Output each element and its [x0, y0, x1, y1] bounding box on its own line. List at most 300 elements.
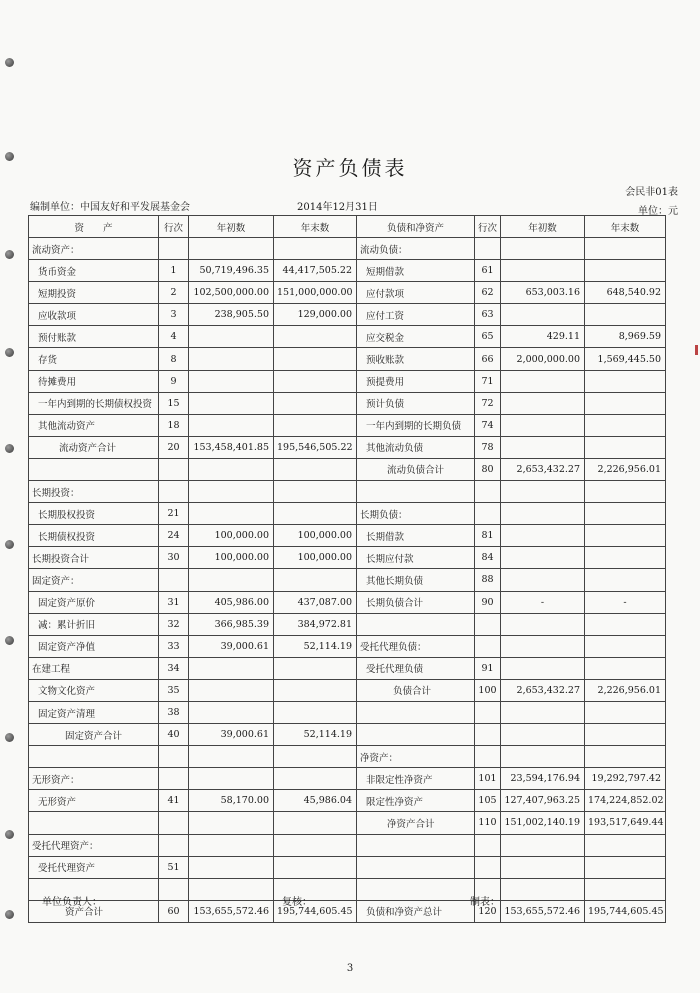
liability-line: 65	[475, 326, 501, 348]
liability-line	[475, 613, 501, 635]
table-row	[29, 834, 666, 856]
binder-hole	[5, 733, 14, 742]
asset-name: 受托代理资产：	[29, 834, 159, 856]
asset-end	[274, 569, 357, 591]
asset-name: 其他流动资产	[29, 414, 159, 436]
asset-end	[274, 348, 357, 370]
table-row	[29, 724, 666, 746]
liability-end	[585, 613, 666, 635]
asset-begin: 39,000.61	[189, 724, 274, 746]
asset-end	[274, 458, 357, 480]
liability-name	[357, 724, 475, 746]
asset-line	[159, 238, 189, 260]
liability-begin	[501, 724, 585, 746]
binder-hole	[5, 540, 14, 549]
asset-line: 9	[159, 370, 189, 392]
liability-end	[585, 657, 666, 679]
liability-name: 应交税金	[357, 326, 475, 348]
liability-end	[585, 746, 666, 768]
liability-begin: -	[501, 591, 585, 613]
liability-line: 72	[475, 392, 501, 414]
asset-begin	[189, 569, 274, 591]
liability-end: 8,969.59	[585, 326, 666, 348]
asset-name: 预付账款	[29, 326, 159, 348]
liability-line	[475, 238, 501, 260]
table-row	[29, 370, 666, 392]
asset-line: 41	[159, 790, 189, 812]
asset-name: 流动资产合计	[29, 436, 159, 458]
asset-end: 129,000.00	[274, 304, 357, 326]
asset-line: 2	[159, 282, 189, 304]
asset-name: 短期投资	[29, 282, 159, 304]
asset-line: 34	[159, 657, 189, 679]
liability-end	[585, 370, 666, 392]
liability-line: 63	[475, 304, 501, 326]
asset-name: 流动资产：	[29, 238, 159, 260]
liability-line: 84	[475, 547, 501, 569]
asset-end: 52,114.19	[274, 635, 357, 657]
table-row	[29, 613, 666, 635]
asset-end	[274, 812, 357, 834]
liability-line	[475, 834, 501, 856]
header-end-2: 年末数	[585, 216, 666, 238]
table-row	[29, 282, 666, 304]
binder-hole	[5, 348, 14, 357]
asset-line: 38	[159, 701, 189, 723]
liability-name: 应付款项	[357, 282, 475, 304]
asset-name: 长期投资合计	[29, 547, 159, 569]
liability-end	[585, 724, 666, 746]
asset-end: 195,744,605.45	[274, 900, 357, 922]
asset-name: 固定资产：	[29, 569, 159, 591]
asset-line: 18	[159, 414, 189, 436]
binder-hole	[5, 910, 14, 919]
table-row	[29, 414, 666, 436]
liability-end: 19,292,797.42	[585, 768, 666, 790]
liability-begin: 23,594,176.94	[501, 768, 585, 790]
asset-line: 32	[159, 613, 189, 635]
asset-line	[159, 834, 189, 856]
table-row	[29, 547, 666, 569]
page-number: 3	[346, 963, 354, 974]
asset-name: 减：累计折旧	[29, 613, 159, 635]
table-row	[29, 326, 666, 348]
asset-line: 15	[159, 392, 189, 414]
table-row	[29, 436, 666, 458]
asset-name: 长期投资：	[29, 481, 159, 503]
liability-end	[585, 436, 666, 458]
liability-end	[585, 238, 666, 260]
table-row	[29, 525, 666, 547]
liability-end	[585, 260, 666, 282]
asset-end: 384,972.81	[274, 613, 357, 635]
liability-end	[585, 392, 666, 414]
liability-name: 预提费用	[357, 370, 475, 392]
table-row	[29, 591, 666, 613]
liability-end	[585, 856, 666, 878]
header-begin: 年初数	[189, 216, 274, 238]
asset-line	[159, 768, 189, 790]
asset-line: 20	[159, 436, 189, 458]
binder-hole	[5, 58, 14, 67]
binder-hole	[5, 636, 14, 645]
liability-end	[585, 701, 666, 723]
table-row	[29, 812, 666, 834]
report-date: 2014年12月31日	[297, 202, 378, 213]
liability-name: 限定性净资产	[357, 790, 475, 812]
table-row	[29, 635, 666, 657]
liability-name: 长期负债：	[357, 503, 475, 525]
footer-review: 复核：	[282, 897, 312, 908]
asset-line	[159, 746, 189, 768]
liability-name: 长期借款	[357, 525, 475, 547]
liability-name: 负债和净资产总计	[357, 900, 475, 922]
asset-line: 51	[159, 856, 189, 878]
asset-begin	[189, 657, 274, 679]
asset-begin	[189, 503, 274, 525]
liability-line: 71	[475, 370, 501, 392]
asset-end: 151,000,000.00	[274, 282, 357, 304]
table-row	[29, 458, 666, 480]
liability-line: 120	[475, 900, 501, 922]
form-code: 会民非01表	[625, 187, 678, 198]
liability-name	[357, 481, 475, 503]
table-row	[29, 260, 666, 282]
currency-unit: 单位：元	[638, 206, 678, 217]
balance-sheet-table	[28, 215, 666, 923]
liability-begin: 2,000,000.00	[501, 348, 585, 370]
liability-line: 74	[475, 414, 501, 436]
asset-line: 1	[159, 260, 189, 282]
liability-begin	[501, 746, 585, 768]
liability-begin	[501, 547, 585, 569]
asset-line	[159, 812, 189, 834]
asset-name: 货币资金	[29, 260, 159, 282]
asset-begin	[189, 458, 274, 480]
liability-name: 预收账款	[357, 348, 475, 370]
asset-begin	[189, 746, 274, 768]
liability-begin	[501, 834, 585, 856]
liability-begin	[501, 238, 585, 260]
asset-end	[274, 414, 357, 436]
liability-end	[585, 525, 666, 547]
liability-line	[475, 701, 501, 723]
table-row	[29, 900, 666, 922]
asset-end	[274, 768, 357, 790]
page-edge-mark	[695, 345, 698, 355]
liability-name: 长期应付款	[357, 547, 475, 569]
table-header-row	[29, 216, 666, 238]
liability-begin	[501, 635, 585, 657]
table-row	[29, 856, 666, 878]
liability-line: 81	[475, 525, 501, 547]
asset-end	[274, 481, 357, 503]
asset-begin	[189, 348, 274, 370]
liability-end	[585, 547, 666, 569]
asset-line: 3	[159, 304, 189, 326]
asset-end	[274, 746, 357, 768]
liability-begin: 153,655,572.46	[501, 900, 585, 922]
table-row	[29, 238, 666, 260]
asset-begin: 366,985.39	[189, 613, 274, 635]
asset-end: 52,114.19	[274, 724, 357, 746]
asset-begin	[189, 701, 274, 723]
asset-name: 固定资产原价	[29, 591, 159, 613]
organization-label: 编制单位：中国友好和平发展基金会	[30, 202, 190, 213]
header-line-2: 行次	[475, 216, 501, 238]
header-end: 年末数	[274, 216, 357, 238]
liability-name: 其他流动负债	[357, 436, 475, 458]
liability-line: 88	[475, 569, 501, 591]
asset-end: 100,000.00	[274, 547, 357, 569]
liability-end: 1,569,445.50	[585, 348, 666, 370]
liability-name: 一年内到期的长期负债	[357, 414, 475, 436]
asset-name: 固定资产合计	[29, 724, 159, 746]
liability-end: 2,226,956.01	[585, 458, 666, 480]
asset-begin	[189, 812, 274, 834]
liability-line	[475, 746, 501, 768]
liability-end: 2,226,956.01	[585, 679, 666, 701]
asset-line: 4	[159, 326, 189, 348]
asset-name: 长期债权投资	[29, 525, 159, 547]
asset-end	[274, 701, 357, 723]
table-row	[29, 348, 666, 370]
liability-line: 110	[475, 812, 501, 834]
asset-name: 一年内到期的长期债权投资	[29, 392, 159, 414]
liability-begin: 151,002,140.19	[501, 812, 585, 834]
liability-begin: 127,407,963.25	[501, 790, 585, 812]
liability-begin: 653,003.16	[501, 282, 585, 304]
asset-begin: 238,905.50	[189, 304, 274, 326]
asset-begin: 102,500,000.00	[189, 282, 274, 304]
liability-begin	[501, 414, 585, 436]
liability-line	[475, 724, 501, 746]
liability-line: 80	[475, 458, 501, 480]
asset-line: 21	[159, 503, 189, 525]
asset-end	[274, 370, 357, 392]
asset-name: 待摊费用	[29, 370, 159, 392]
liability-begin	[501, 392, 585, 414]
asset-end: 100,000.00	[274, 525, 357, 547]
liability-end: 648,540.92	[585, 282, 666, 304]
asset-name: 无形资产	[29, 790, 159, 812]
asset-line: 30	[159, 547, 189, 569]
liability-line: 61	[475, 260, 501, 282]
liability-begin	[501, 878, 585, 900]
asset-begin	[189, 878, 274, 900]
liability-begin: 2,653,432.27	[501, 679, 585, 701]
liability-name: 净资产合计	[357, 812, 475, 834]
asset-end: 195,546,505.22	[274, 436, 357, 458]
asset-name	[29, 458, 159, 480]
table-row	[29, 304, 666, 326]
asset-name	[29, 746, 159, 768]
asset-name: 文物文化资产	[29, 679, 159, 701]
liability-name	[357, 856, 475, 878]
liability-line	[475, 856, 501, 878]
table-row	[29, 746, 666, 768]
asset-name: 在建工程	[29, 657, 159, 679]
asset-begin: 153,458,401.85	[189, 436, 274, 458]
document-title: 资产负债表	[292, 156, 408, 180]
table-row	[29, 790, 666, 812]
liability-begin	[501, 701, 585, 723]
asset-begin	[189, 834, 274, 856]
liability-line: 105	[475, 790, 501, 812]
liability-line	[475, 503, 501, 525]
asset-end	[274, 392, 357, 414]
liability-name: 受托代理负债：	[357, 635, 475, 657]
liability-begin	[501, 260, 585, 282]
asset-line	[159, 569, 189, 591]
header-liability: 负债和净资产	[357, 216, 475, 238]
asset-end	[274, 657, 357, 679]
header-asset: 资 产	[29, 216, 159, 238]
liability-end	[585, 834, 666, 856]
liability-line	[475, 481, 501, 503]
asset-begin: 58,170.00	[189, 790, 274, 812]
liability-name: 负债合计	[357, 679, 475, 701]
asset-end: 44,417,505.22	[274, 260, 357, 282]
table-row	[29, 569, 666, 591]
liability-end: 195,744,605.45	[585, 900, 666, 922]
asset-line: 24	[159, 525, 189, 547]
asset-line	[159, 878, 189, 900]
liability-begin	[501, 856, 585, 878]
liability-line: 100	[475, 679, 501, 701]
liability-end	[585, 304, 666, 326]
asset-begin	[189, 326, 274, 348]
liability-begin	[501, 436, 585, 458]
liability-line: 90	[475, 591, 501, 613]
liability-end: 193,517,649.44	[585, 812, 666, 834]
asset-name: 固定资产净值	[29, 635, 159, 657]
table-row	[29, 768, 666, 790]
asset-line: 8	[159, 348, 189, 370]
header-line: 行次	[159, 216, 189, 238]
liability-begin	[501, 481, 585, 503]
asset-begin	[189, 238, 274, 260]
liability-begin	[501, 657, 585, 679]
asset-begin: 405,986.00	[189, 591, 274, 613]
asset-line: 35	[159, 679, 189, 701]
asset-name: 受托代理资产	[29, 856, 159, 878]
header-begin-2: 年初数	[501, 216, 585, 238]
asset-begin	[189, 768, 274, 790]
asset-end	[274, 834, 357, 856]
asset-begin: 50,719,496.35	[189, 260, 274, 282]
asset-begin: 153,655,572.46	[189, 900, 274, 922]
liability-line: 78	[475, 436, 501, 458]
table-row	[29, 503, 666, 525]
asset-begin: 100,000.00	[189, 547, 274, 569]
asset-line: 60	[159, 900, 189, 922]
asset-end	[274, 856, 357, 878]
asset-name	[29, 812, 159, 834]
liability-name: 预计负债	[357, 392, 475, 414]
liability-end	[585, 878, 666, 900]
liability-name: 长期负债合计	[357, 591, 475, 613]
liability-begin	[501, 304, 585, 326]
table-row	[29, 392, 666, 414]
asset-line: 40	[159, 724, 189, 746]
liability-name: 其他长期负债	[357, 569, 475, 591]
asset-line	[159, 458, 189, 480]
binder-hole	[5, 444, 14, 453]
asset-begin: 100,000.00	[189, 525, 274, 547]
liability-name	[357, 701, 475, 723]
asset-begin	[189, 481, 274, 503]
asset-begin: 39,000.61	[189, 635, 274, 657]
liability-name	[357, 878, 475, 900]
liability-name: 流动负债合计	[357, 458, 475, 480]
liability-end	[585, 414, 666, 436]
liability-end	[585, 481, 666, 503]
liability-name: 非限定性净资产	[357, 768, 475, 790]
asset-name: 长期股权投资	[29, 503, 159, 525]
asset-name: 应收款项	[29, 304, 159, 326]
binder-hole	[5, 830, 14, 839]
footer-maker: 制表：	[470, 897, 500, 908]
asset-begin	[189, 370, 274, 392]
liability-name: 应付工资	[357, 304, 475, 326]
asset-begin	[189, 856, 274, 878]
liability-end	[585, 635, 666, 657]
liability-line: 101	[475, 768, 501, 790]
table-row	[29, 657, 666, 679]
liability-line	[475, 635, 501, 657]
liability-name: 流动负债：	[357, 238, 475, 260]
asset-name: 存货	[29, 348, 159, 370]
table-row	[29, 481, 666, 503]
liability-end: -	[585, 591, 666, 613]
liability-begin	[501, 503, 585, 525]
asset-line: 31	[159, 591, 189, 613]
liability-name	[357, 613, 475, 635]
liability-name: 受托代理负债	[357, 657, 475, 679]
asset-name: 固定资产清理	[29, 701, 159, 723]
asset-end	[274, 326, 357, 348]
table-row	[29, 878, 666, 900]
table-row	[29, 679, 666, 701]
asset-begin	[189, 414, 274, 436]
liability-end	[585, 503, 666, 525]
footer-head: 单位负责人：	[42, 897, 102, 908]
asset-end	[274, 503, 357, 525]
liability-begin	[501, 525, 585, 547]
asset-begin	[189, 679, 274, 701]
asset-end: 437,087.00	[274, 591, 357, 613]
liability-line: 91	[475, 657, 501, 679]
liability-name	[357, 834, 475, 856]
asset-name: 无形资产：	[29, 768, 159, 790]
liability-begin	[501, 569, 585, 591]
liability-end: 174,224,852.02	[585, 790, 666, 812]
asset-end	[274, 238, 357, 260]
liability-begin: 2,653,432.27	[501, 458, 585, 480]
liability-name: 短期借款	[357, 260, 475, 282]
liability-begin	[501, 370, 585, 392]
asset-end	[274, 679, 357, 701]
asset-end: 45,986.04	[274, 790, 357, 812]
asset-name: 资产合计	[29, 900, 159, 922]
asset-line	[159, 481, 189, 503]
liability-line: 62	[475, 282, 501, 304]
liability-name: 净资产：	[357, 746, 475, 768]
liability-line: 66	[475, 348, 501, 370]
liability-begin: 429.11	[501, 326, 585, 348]
liability-begin	[501, 613, 585, 635]
